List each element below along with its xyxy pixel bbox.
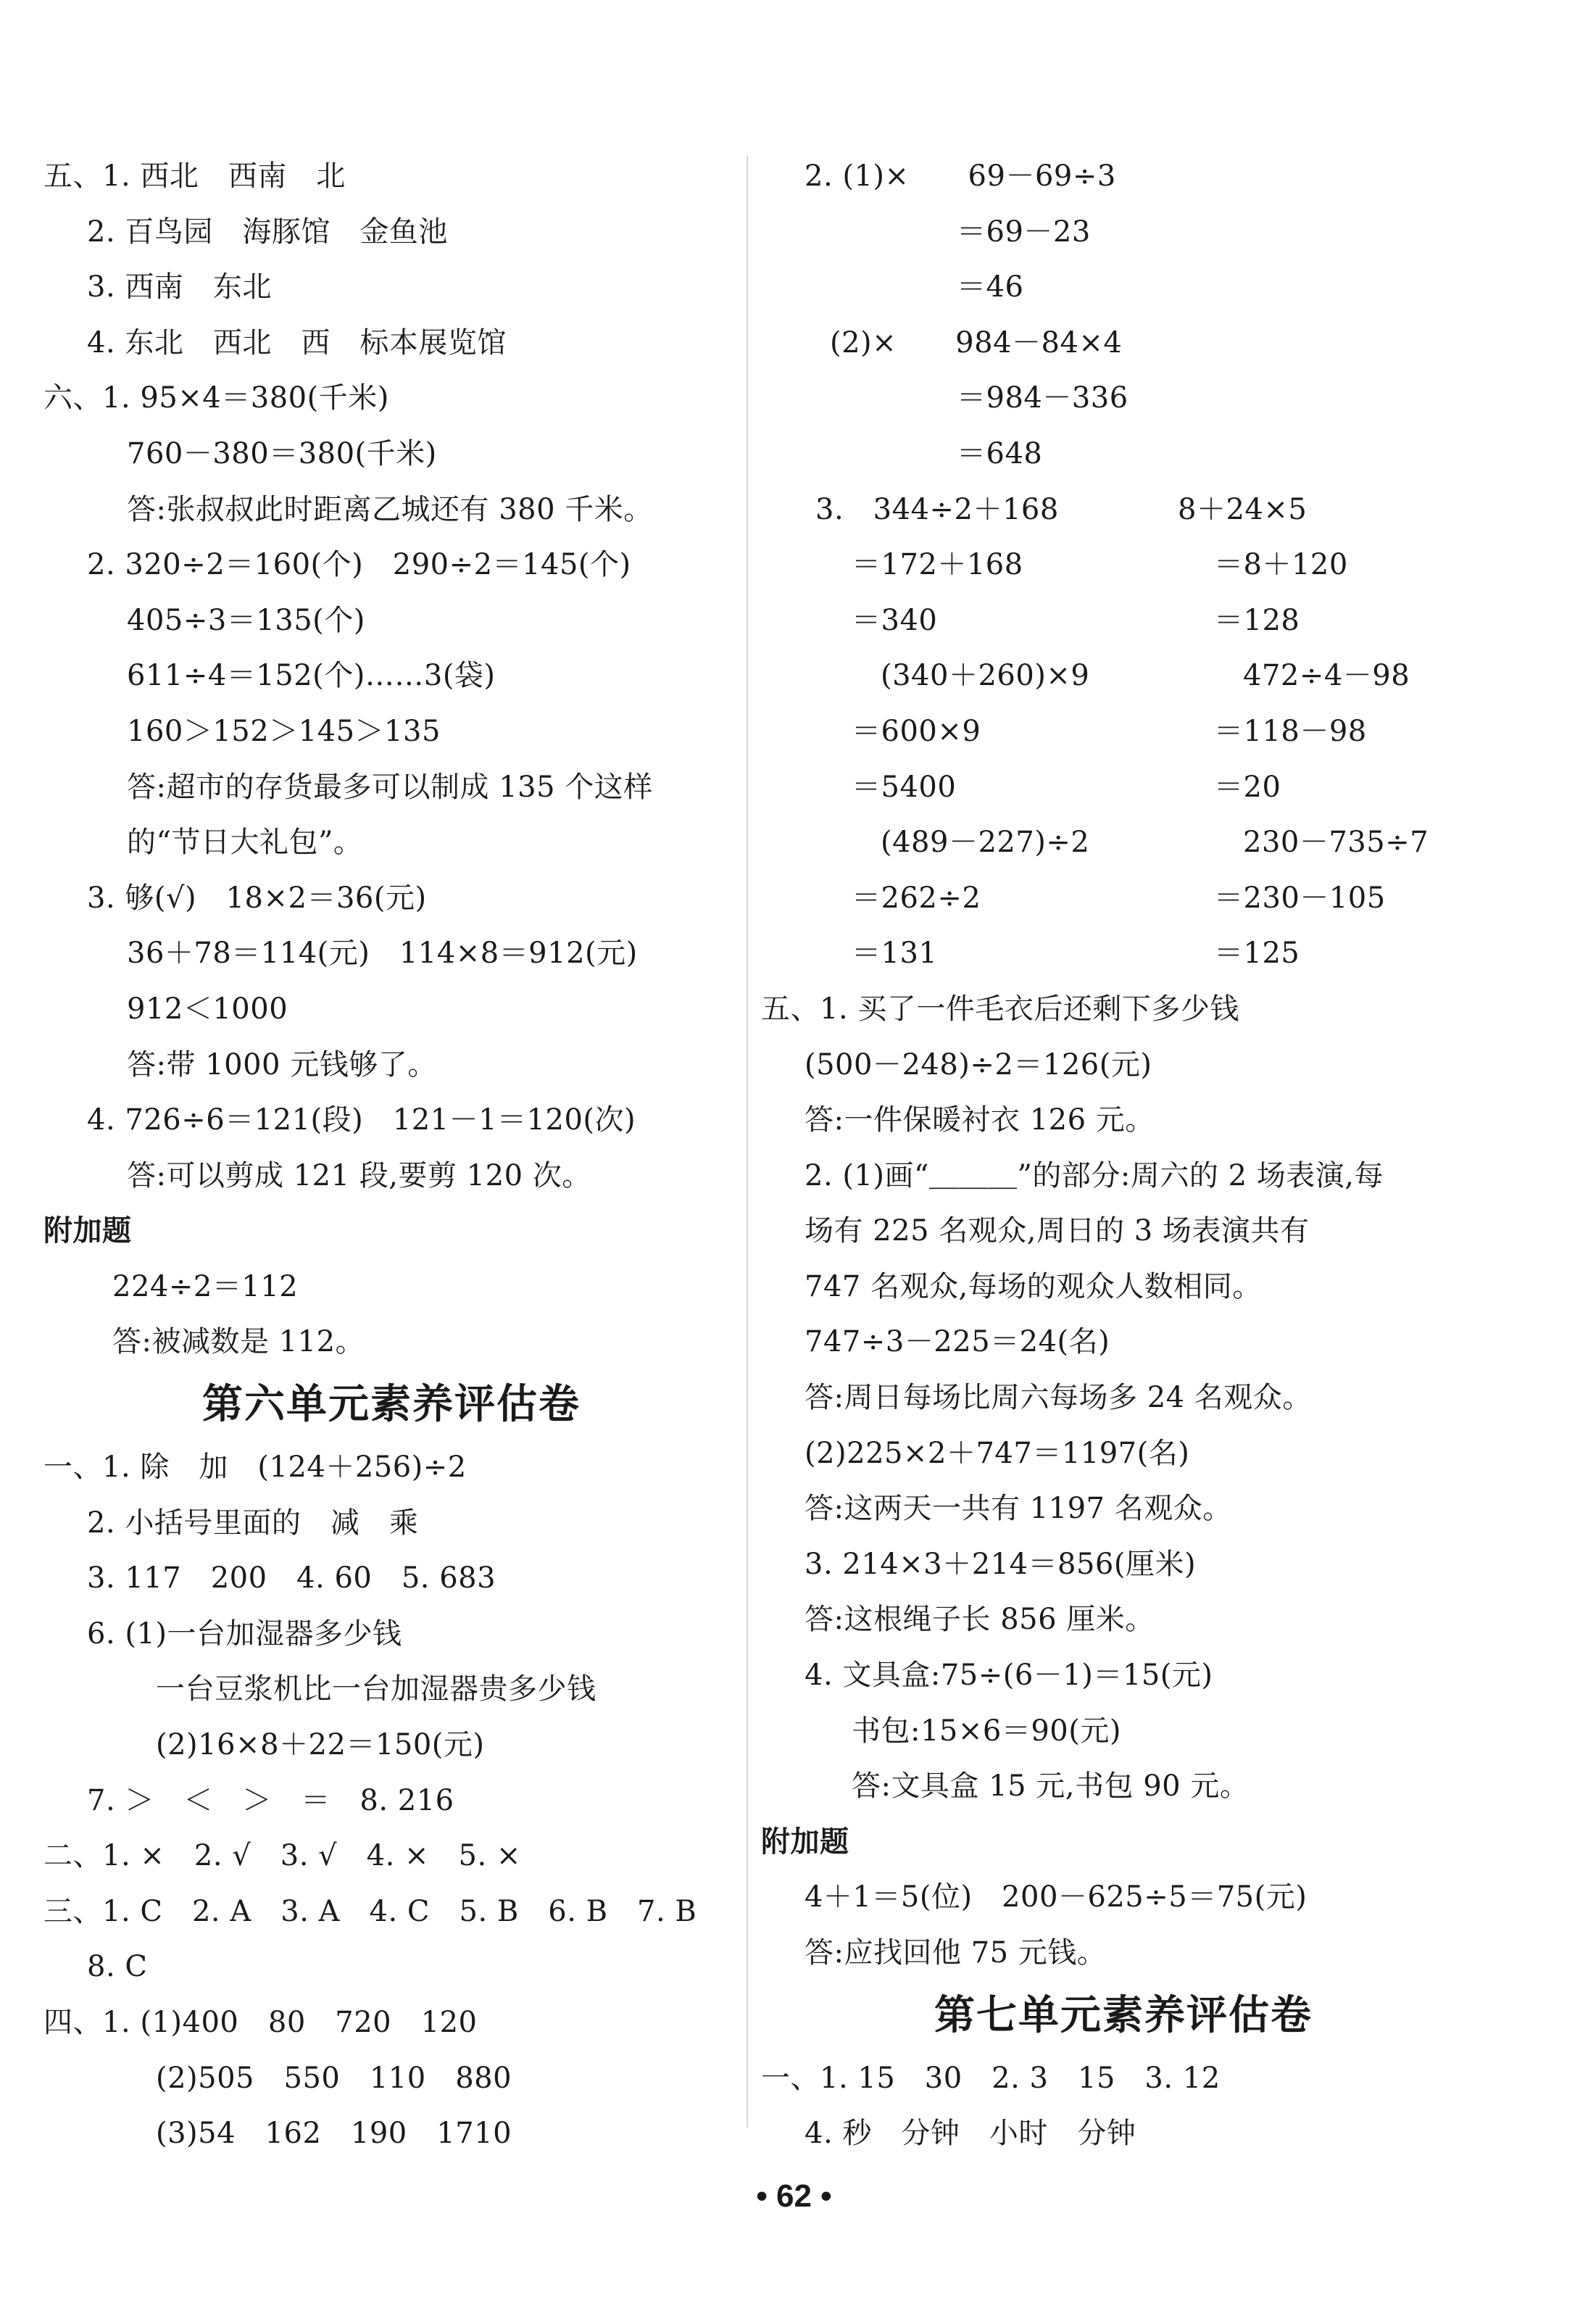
- calc-row: [761, 537, 1486, 593]
- section-heading-unit6: 第六单元素养评估卷: [202, 1381, 581, 1429]
- section-heading-unit7: 第七单元素养评估卷: [934, 1991, 1313, 2039]
- answer-line: (2)× 984－84×4: [830, 325, 1123, 360]
- answer-line: 36＋78＝114(元) 114×8＝912(元): [127, 937, 638, 971]
- answer-line: 224÷2＝112: [112, 1269, 299, 1303]
- answer-line: 6. (1)一台加湿器多少钱: [87, 1617, 402, 1651]
- answer-line: 答:被减数是 112。: [112, 1325, 365, 1359]
- answer-line: (500－248)÷2＝126(元): [805, 1047, 1152, 1082]
- answer-line: 7. ＞ ＜ ＞ ＝ 8. 216: [87, 1783, 454, 1817]
- answer-line: (2)505 550 110 880: [156, 2061, 512, 2095]
- answer-line: 答:这两天一共有 1197 名观众。: [805, 1492, 1232, 1526]
- answer-line: 二、1. × 2. √ 3. √ 4. × 5. ×: [43, 1839, 521, 1873]
- answer-line: 912＜1000: [127, 992, 288, 1026]
- answer-line: 4. 秒 分钟 小时 分钟: [805, 2117, 1136, 2151]
- calc-cell: ＝128: [1214, 603, 1300, 637]
- answer-line: (3)54 162 190 1710: [156, 2117, 512, 2151]
- answer-line: ＝648: [957, 436, 1043, 470]
- answer-line: 答:这根绳子长 856 厘米。: [805, 1603, 1155, 1637]
- answer-line: 一、1. 15 30 2. 3 15 3. 12: [761, 2061, 1221, 2095]
- answer-line: 3. 214×3＋214＝856(厘米): [805, 1547, 1197, 1581]
- answer-line: 一、1. 除 加 (124＋256)÷2: [43, 1451, 467, 1485]
- left-column: [43, 149, 739, 2162]
- calc-cell: ＝5400: [852, 770, 957, 804]
- calc-cell: ＝262÷2: [852, 881, 981, 915]
- answer-line: 六、1. 95×4＝380(千米): [43, 381, 389, 415]
- answer-line: 答:周日每场比周六每场多 24 名观众。: [805, 1381, 1312, 1415]
- answer-line: 405÷3＝135(个): [127, 603, 365, 637]
- page-number: • 62 •: [756, 2178, 832, 2214]
- answer-line: 答:张叔叔此时距离乙城还有 380 千米。: [127, 492, 653, 526]
- calc-cell: (489－227)÷2: [881, 826, 1090, 860]
- calc-cell: 230－735÷7: [1243, 826, 1429, 860]
- calc-cell: ＝340: [852, 603, 938, 637]
- right-column: [761, 149, 1486, 2162]
- bonus-title: 附加题: [43, 1213, 132, 1248]
- calc-row: [761, 593, 1486, 649]
- answer-line: 611÷4＝152(个)……3(袋): [127, 659, 496, 693]
- calc-cell: ＝131: [852, 937, 938, 971]
- bonus-title: 附加题: [761, 1824, 849, 1859]
- answer-line: 2. (1)× 69－69÷3: [805, 159, 1116, 193]
- answer-line: 五、1. 买了一件毛衣后还剩下多少钱: [761, 992, 1239, 1026]
- calc-row: [761, 926, 1486, 982]
- calc-row: [761, 648, 1486, 704]
- answer-line: 760－380＝380(千米): [127, 436, 437, 470]
- calc-row: [761, 871, 1486, 926]
- answer-line: 4. 文具盒:75÷(6－1)＝15(元): [805, 1659, 1213, 1693]
- answer-line: 747÷3－225＝24(名): [805, 1325, 1110, 1359]
- answer-line: 8. C: [87, 1950, 148, 1984]
- answer-line: (2)16×8＋22＝150(元): [156, 1728, 485, 1762]
- calc-cell: 8＋24×5: [1178, 492, 1308, 526]
- calc-cell: ＝118－98: [1214, 714, 1367, 748]
- calc-cell: ＝20: [1214, 770, 1281, 804]
- calc-row: [761, 760, 1486, 816]
- answer-line: 答:超市的存货最多可以制成 135 个这样: [127, 770, 653, 804]
- answer-line: 2. 百鸟园 海豚馆 金鱼池: [87, 215, 448, 249]
- answer-line: 的“节日大礼包”。: [127, 826, 363, 860]
- answer-line: 2. (1)画“＿＿＿”的部分:周六的 2 场表演,每: [805, 1158, 1384, 1192]
- calc-cell: ＝125: [1214, 937, 1300, 971]
- calc-cell: ＝172＋168: [852, 548, 1023, 582]
- calc-cell: (340＋260)×9: [881, 659, 1090, 693]
- answer-line: (2)225×2＋747＝1197(名): [805, 1436, 1190, 1470]
- answer-line: 4. 东北 西北 西 标本展览馆: [87, 325, 507, 360]
- answer-line: 4＋1＝5(位) 200－625÷5＝75(元): [805, 1880, 1308, 1914]
- answer-line: 书包:15×6＝90(元): [852, 1714, 1121, 1748]
- calc-cell: 472÷4－98: [1243, 659, 1410, 693]
- answer-line: ＝984－336: [957, 381, 1128, 415]
- calc-cell: ＝8＋120: [1214, 548, 1348, 582]
- answer-line: ＝69－23: [957, 215, 1091, 249]
- answer-line: 答:可以剪成 121 段,要剪 120 次。: [127, 1158, 591, 1192]
- answer-line: 4. 726÷6＝121(段) 121－1＝120(次): [87, 1103, 636, 1137]
- column-divider: [747, 156, 748, 2128]
- answer-line: 四、1. (1)400 80 720 120: [43, 2006, 478, 2039]
- calc-row: [761, 815, 1486, 871]
- answer-line: 答:应找回他 75 元钱。: [805, 1936, 1107, 1970]
- answer-line: 3. 够(√) 18×2＝36(元): [87, 881, 427, 915]
- answer-line: 五、1. 西北 西南 北: [43, 159, 346, 193]
- answer-line: 答:带 1000 元钱够了。: [127, 1047, 437, 1082]
- calc-row: [761, 482, 1486, 538]
- answer-line: 3. 117 200 4. 60 5. 683: [87, 1561, 496, 1595]
- answer-line: 答:文具盒 15 元,书包 90 元。: [852, 1769, 1250, 1804]
- answer-line: 场有 225 名观众,周日的 3 场表演共有: [805, 1214, 1310, 1248]
- answer-line: 160＞152＞145＞135: [127, 714, 441, 748]
- answer-line: 一台豆浆机比一台加湿器贵多少钱: [156, 1672, 596, 1706]
- answer-line: ＝46: [957, 270, 1024, 304]
- answer-line: 答:一件保暖衬衣 126 元。: [805, 1103, 1155, 1137]
- answer-line: 3. 西南 东北: [87, 270, 272, 304]
- answer-line: 747 名观众,每场的观众人数相同。: [805, 1269, 1262, 1303]
- answer-line: 2. 320÷2＝160(个) 290÷2＝145(个): [87, 548, 631, 582]
- answer-line: 三、1. C 2. A 3. A 4. C 5. B 6. B 7. B: [43, 1894, 697, 1928]
- calc-cell: ＝230－105: [1214, 881, 1386, 915]
- answer-line: 2. 小括号里面的 减 乘: [87, 1506, 419, 1540]
- calc-row: [761, 704, 1486, 760]
- calc-cell: 3. 344÷2＋168: [815, 492, 1059, 526]
- calc-cell: ＝600×9: [852, 714, 981, 748]
